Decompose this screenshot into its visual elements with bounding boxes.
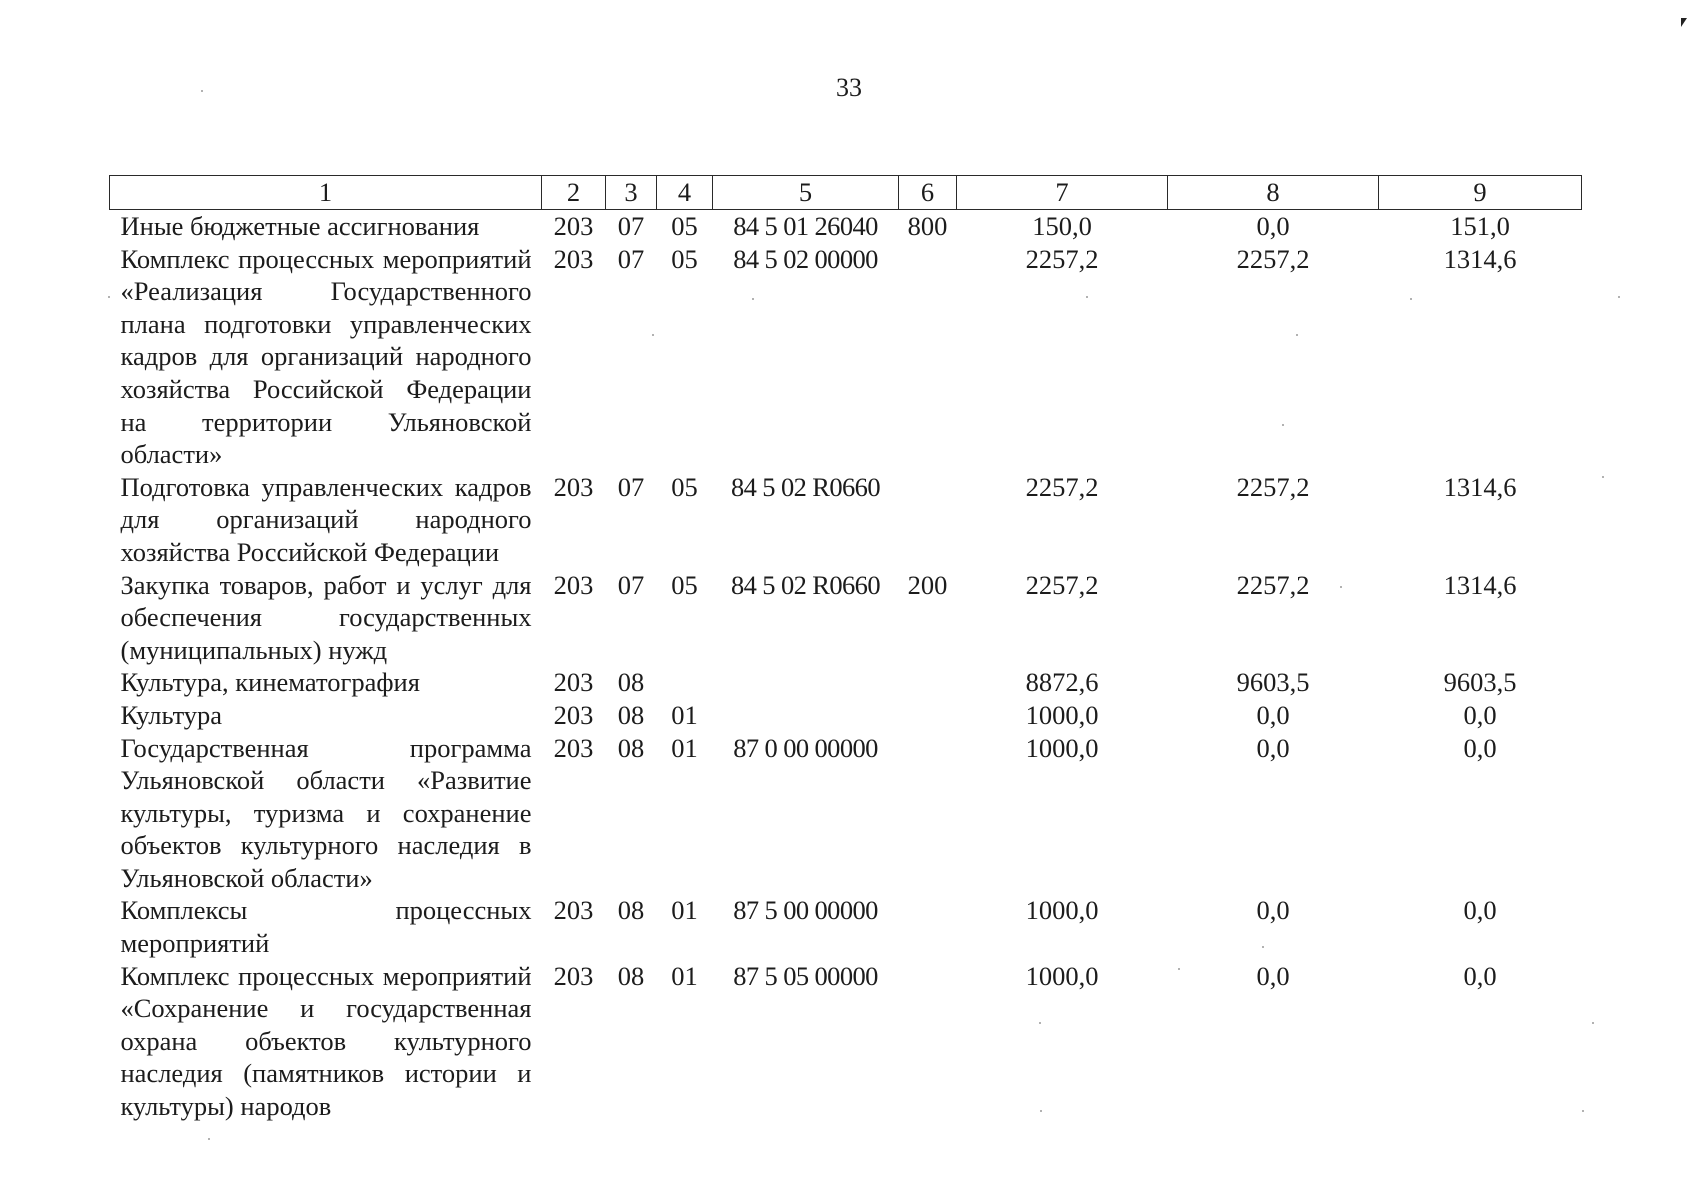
scan-speck: [1178, 968, 1180, 970]
table-row: [110, 210, 1582, 243]
row-csr: 84 5 01 26040: [733, 211, 878, 241]
row-sum-2: 0,0: [1256, 895, 1290, 926]
row-ved: 203: [553, 732, 594, 763]
row-vr: [899, 699, 957, 732]
row-name: Подготовка управленческих кадров для организаций народного хозяйства Российской Федерации: [120, 471, 532, 567]
header-col-9: 9: [1379, 176, 1582, 210]
row-vr: [899, 732, 957, 895]
row-csr: 84 5 02 00000: [733, 243, 878, 274]
row-vr: 800: [907, 211, 948, 241]
header-col-3: 3: [606, 176, 657, 210]
row-sum-3: 0,0: [1463, 699, 1497, 730]
row-sum-3: 0,0: [1463, 895, 1497, 926]
row-sum-1: 1000,0: [1025, 960, 1099, 991]
row-sum-2: 9603,5: [1236, 667, 1310, 698]
row-csr: [713, 699, 899, 732]
scan-speck: [752, 298, 754, 300]
row-csr: 87 0 00 00000: [733, 732, 878, 763]
table-row: [110, 960, 1582, 1123]
scan-speck: [1582, 1110, 1584, 1112]
row-sum-3: 0,0: [1463, 732, 1497, 763]
scan-speck: [1086, 296, 1088, 298]
row-vr: [899, 471, 957, 569]
row-name: Государственная программа Ульяновской области «Развитие культуры, туризма и сохранение объектов культурного наследия в Ульяновской области»: [120, 732, 532, 893]
row-sum-2: 0,0: [1256, 699, 1290, 730]
header-col-2: 2: [542, 176, 606, 210]
row-sum-2: 2257,2: [1236, 569, 1310, 600]
row-rz: 07: [617, 471, 645, 502]
row-ved: 203: [553, 699, 594, 730]
row-rz: 08: [617, 667, 645, 698]
row-pr: 01: [671, 732, 698, 763]
scan-speck: [1296, 334, 1298, 336]
row-sum-1: 2257,2: [1025, 569, 1099, 600]
row-sum-2: 0,0: [1256, 211, 1290, 241]
row-name: Культура, кинематография: [120, 667, 420, 698]
row-sum-1: 150,0: [1032, 211, 1092, 241]
row-name: Закупка товаров, работ и услуг для обеспечения государственных (муниципальных) нужд: [120, 569, 532, 665]
row-pr: 01: [671, 699, 698, 730]
row-sum-3: 9603,5: [1443, 667, 1517, 698]
row-sum-1: 2257,2: [1025, 471, 1099, 502]
row-ved: 203: [553, 243, 594, 274]
scan-speck: [1040, 1110, 1042, 1112]
row-name: Комплексы процессных мероприятий: [120, 895, 532, 959]
row-sum-1: 1000,0: [1025, 699, 1099, 730]
row-vr: [899, 960, 957, 1123]
row-sum-1: 8872,6: [1025, 667, 1099, 698]
row-name: Культура: [120, 699, 223, 730]
scan-speck: [652, 334, 654, 336]
row-name: Иные бюджетные ассигнования: [120, 211, 480, 241]
row-sum-2: 0,0: [1256, 732, 1290, 763]
table-header-row: [110, 176, 1582, 210]
row-sum-3: 1314,6: [1443, 243, 1517, 274]
row-ved: 203: [553, 211, 594, 241]
scan-speck: [201, 90, 203, 92]
row-name: Комплекс процессных мероприятий «Сохранение и государственная охрана объектов культурного наследия (памятников истории и культуры) народов: [120, 960, 532, 1122]
row-sum-2: 0,0: [1256, 960, 1290, 991]
header-col-1: 1: [110, 176, 542, 210]
scan-speck: [1602, 476, 1604, 478]
row-sum-1: 1000,0: [1025, 732, 1099, 763]
row-sum-3: 0,0: [1463, 960, 1497, 991]
row-ved: 203: [553, 895, 594, 926]
page-number: 33: [836, 73, 862, 102]
row-sum-2: 2257,2: [1236, 243, 1310, 274]
header-col-4: 4: [657, 176, 713, 210]
row-rz: 07: [617, 569, 645, 600]
row-pr: 05: [671, 243, 698, 274]
row-name: Комплекс процессных мероприятий «Реализация Государственного плана подготовки управленческих кадров для организаций народного хозяйства Российской Федерации на территории Ульяновской области»: [120, 243, 532, 470]
row-rz: 08: [617, 732, 645, 763]
row-vr: 200: [907, 569, 948, 600]
table-row: [110, 699, 1582, 732]
scan-speck: [1039, 1022, 1041, 1024]
row-ved: 203: [553, 667, 594, 698]
table-row: [110, 666, 1582, 699]
row-vr: [899, 666, 957, 699]
row-rz: 07: [617, 243, 645, 274]
table-row: [110, 471, 1582, 569]
row-csr: 84 5 02 R0660: [730, 569, 880, 600]
header-col-7: 7: [957, 176, 1168, 210]
row-sum-3: 1314,6: [1443, 471, 1517, 502]
row-vr: [899, 243, 957, 471]
row-sum-3: 151,0: [1450, 211, 1510, 241]
table-row: [110, 894, 1582, 959]
row-csr: 87 5 00 00000: [733, 895, 878, 926]
budget-table: [109, 175, 1582, 1123]
row-pr: [657, 666, 713, 699]
row-csr: 87 5 05 00000: [733, 960, 878, 991]
row-ved: 203: [553, 569, 594, 600]
scan-speck: [1592, 1022, 1594, 1024]
row-ved: 203: [553, 471, 594, 502]
row-rz: 08: [617, 895, 645, 926]
row-vr: [899, 894, 957, 959]
table-row: [110, 569, 1582, 667]
header-col-8: 8: [1168, 176, 1379, 210]
row-rz: 08: [617, 960, 645, 991]
scan-corner-mark: [1681, 18, 1687, 27]
row-rz: 07: [617, 211, 645, 241]
row-sum-1: 1000,0: [1025, 895, 1099, 926]
table-row: [110, 732, 1582, 895]
row-pr: 01: [671, 895, 698, 926]
row-sum-1: 2257,2: [1025, 243, 1099, 274]
row-pr: 05: [671, 211, 698, 241]
header-col-5: 5: [713, 176, 899, 210]
row-pr: 05: [671, 569, 698, 600]
row-csr: 84 5 02 R0660: [730, 471, 880, 502]
scan-speck: [108, 296, 110, 298]
scan-speck: [208, 1138, 210, 1140]
scan-speck: [1282, 424, 1284, 426]
row-pr: 01: [671, 960, 698, 991]
row-rz: 08: [617, 699, 645, 730]
row-ved: 203: [553, 960, 594, 991]
scan-speck: [1340, 586, 1342, 588]
row-sum-3: 1314,6: [1443, 569, 1517, 600]
row-sum-2: 2257,2: [1236, 471, 1310, 502]
scan-speck: [1410, 298, 1412, 300]
row-csr: [713, 666, 899, 699]
scan-speck: [1262, 946, 1264, 948]
scan-speck: [1618, 296, 1620, 298]
row-pr: 05: [671, 471, 698, 502]
table-row: [110, 243, 1582, 471]
header-col-6: 6: [899, 176, 957, 210]
